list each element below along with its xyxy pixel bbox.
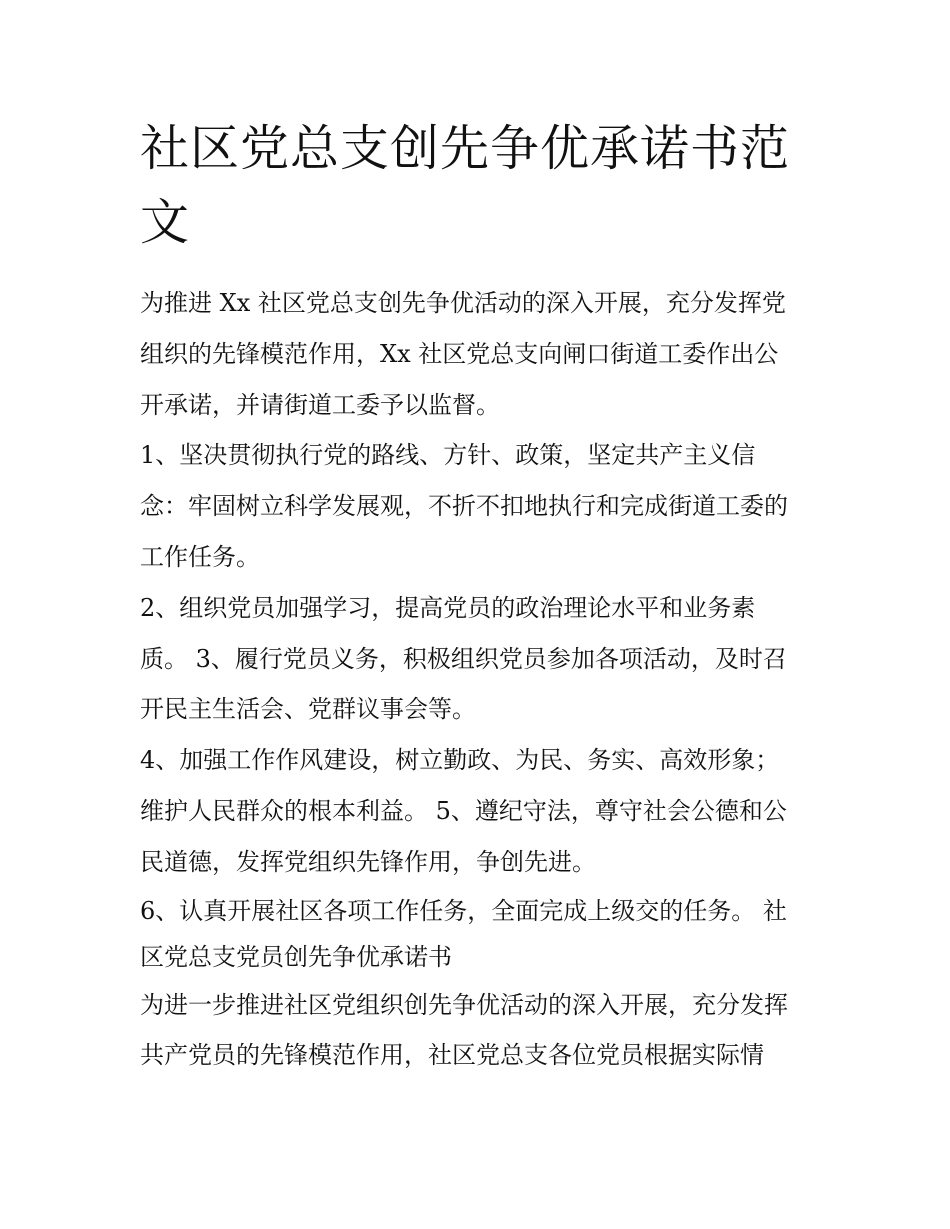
text-line: 念：牢固树立科学发展观，不折不扣地执行和完成街道工委的: [140, 492, 788, 521]
paragraph-item-4-5: [140, 735, 820, 887]
paragraph-item-1: [140, 430, 820, 582]
text-line: 为进一步推进社区党组织创先争优活动的深入开展，充分发挥: [140, 990, 788, 1019]
text-line: 2、组织党员加强学习，提高党员的政治理论水平和业务素: [140, 593, 756, 622]
paragraph-intro: [140, 278, 820, 430]
text-line: 组织的先锋模范作用，Xx 社区党总支向闸口街道工委作出公: [140, 339, 779, 368]
document-title: [140, 112, 820, 260]
text-line: 共产党员的先锋模范作用，社区党总支各位党员根据实际情: [140, 1041, 764, 1070]
text-line: 工作任务。: [140, 542, 260, 571]
text-line: 维护人民群众的根本利益。 5、遵纪守法，尊守社会公德和公: [140, 796, 787, 825]
text-line: 民道德，发挥党组织先锋作用，争创先进。: [140, 847, 596, 876]
text-line: 开承诺，并请街道工委予以监督。: [140, 390, 500, 419]
document-body: [140, 278, 820, 1081]
text-line: 开民主生活会、党群议事会等。: [140, 695, 476, 724]
paragraph-member-pledge: [140, 980, 820, 1082]
text-line: 为推进 Xx 社区党总支创先争优活动的深入开展，充分发挥党: [140, 289, 786, 317]
paragraph-item-2-3: [140, 583, 820, 735]
text-line: 质。 3、履行党员义务，积极组织党员参加各项活动，及时召: [140, 644, 787, 673]
text-line: 1、坚决贯彻执行党的路线、方针、政策，坚定共产主义信: [140, 441, 756, 470]
text-line: 6、认真开展社区各项工作任务，全面完成上级交的任务。 社: [140, 896, 787, 925]
document-page: [140, 112, 820, 1081]
title-line: 社区党总支创先争优承诺书范: [140, 120, 791, 177]
paragraph-item-6: [140, 888, 820, 980]
text-line: 区党总支党员创先争优承诺书: [140, 942, 452, 971]
text-line: 4、加强工作作风建设，树立勤政、为民、务实、高效形象；: [140, 746, 780, 775]
title-line: 文: [140, 194, 191, 251]
